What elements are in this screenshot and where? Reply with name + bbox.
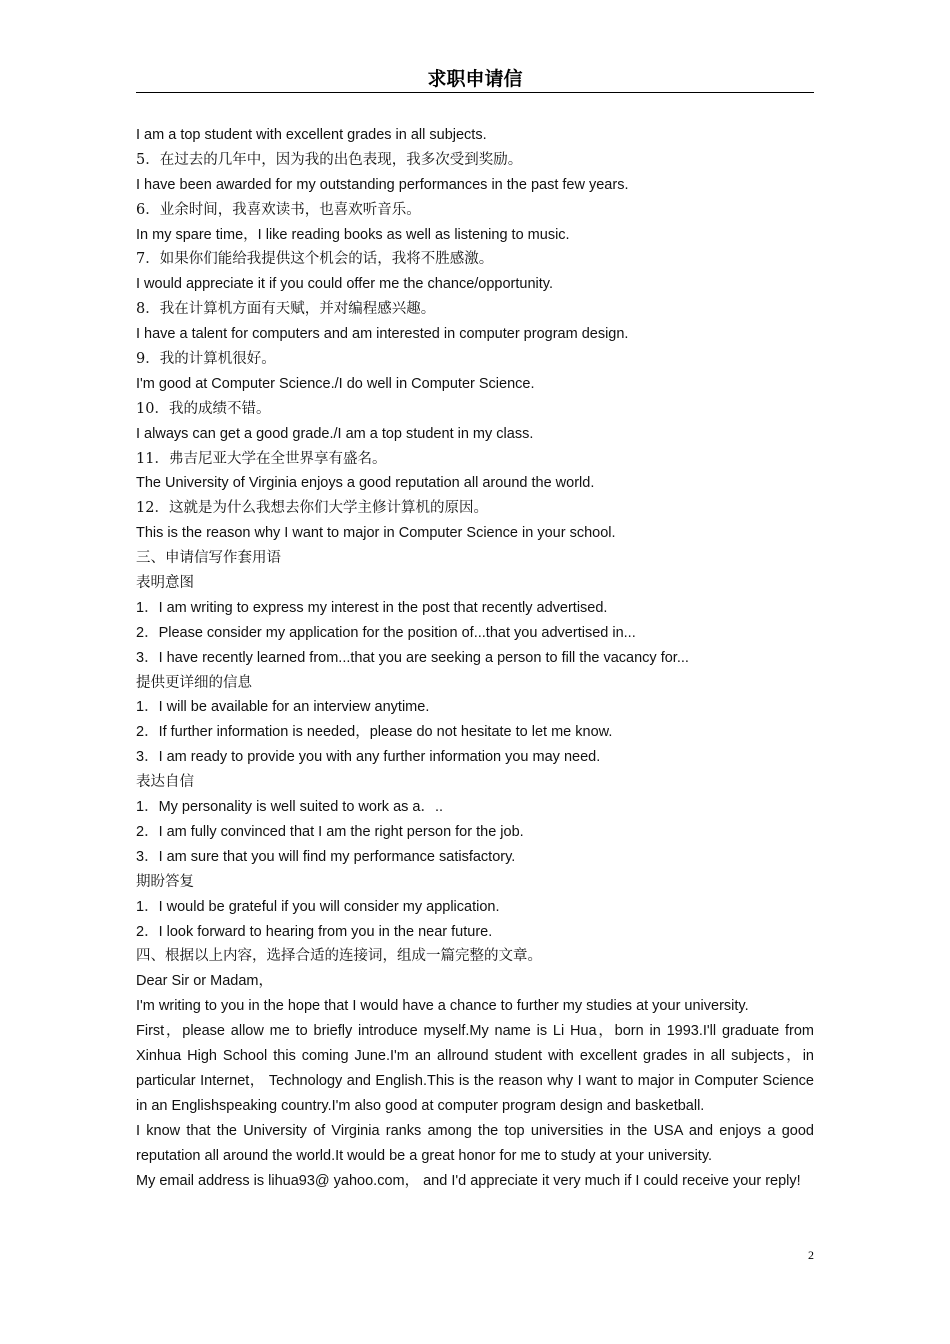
section-heading: 三、申请信写作套用语 [136, 550, 281, 567]
text-line: 7．如果你们能给我提供这个机会的话，我将不胜感激。 [136, 251, 494, 268]
letter-salutation: Dear Sir or Madam， [136, 973, 273, 990]
subsection-heading: 提供更详细的信息 [136, 674, 252, 691]
page-title: 求职申请信 [427, 68, 523, 90]
text-line: 1．I would be grateful if you will consider my application. [136, 898, 500, 915]
text-line: 2．If further information is needed，please do not hesitate to let me know. [136, 724, 613, 741]
text-line: 2．I am fully convinced that I am the right person for the job. [136, 823, 524, 840]
text-line: 6．业余时间，我喜欢读书，也喜欢听音乐。 [136, 201, 421, 218]
section-heading: 四、根据以上内容，选择合适的连接词，组成一篇完整的文章。 [136, 948, 542, 965]
text-line: I am a top student with excellent grades in all subjects. [136, 127, 487, 143]
text-line: This is the reason why I want to major in Computer Science in your school. [136, 525, 616, 542]
text-line: I have a talent for computers and am interested in computer program design. [136, 326, 629, 343]
text-line: 3．I have recently learned from...that you are seeking a person to fill the vacancy for... [136, 649, 689, 666]
text-line: I'm good at Computer Science./I do well in Computer Science. [136, 375, 535, 392]
letter-paragraph: First，please allow me to briefly introduce myself.My name is Li Hua，born in 1993.I'll graduate from Xinhua High School this coming June.I'm an allround student with excellent grades in all subjects，in particular Internet， Technology and English.This is the reason why I want to major in Computer Science in an Englishspeaking country.I'm also good at computer program design and basketball. [136, 1023, 814, 1114]
letter-opening: I'm writing to you in the hope that I would have a chance to further my studies at your university. [136, 998, 749, 1015]
text-line: 10．我的成绩不错。 [136, 400, 271, 417]
subsection-heading: 期盼答复 [136, 873, 194, 890]
text-line: 1．I am writing to express my interest in the post that recently advertised. [136, 599, 608, 616]
letter-paragraph: I know that the University of Virginia ranks among the top universities in the USA and enjoys a good reputation all around the world.It would be a great honor for me to study at your university. [136, 1122, 814, 1164]
text-line: I always can get a good grade./I am a top student in my class. [136, 425, 534, 442]
header-divider [136, 92, 814, 93]
text-line: 1．I will be available for an interview anytime. [136, 699, 430, 716]
text-line: 11．弗吉尼亚大学在全世界享有盛名。 [136, 450, 387, 467]
text-line: I have been awarded for my outstanding performances in the past few years. [136, 176, 629, 193]
page-number: 2 [808, 1248, 814, 1262]
text-line: 5．在过去的几年中，因为我的出色表现，我多次受到奖励。 [136, 151, 523, 168]
text-line: 12．这就是为什么我想去你们大学主修计算机的原因。 [136, 500, 488, 517]
text-line: 2．I look forward to hearing from you in the near future. [136, 923, 493, 940]
text-line: 3．I am ready to provide you with any further information you may need. [136, 749, 601, 766]
text-line: I would appreciate it if you could offer me the chance/opportunity. [136, 276, 553, 293]
subsection-heading: 表达自信 [136, 774, 194, 791]
subsection-heading: 表明意图 [136, 575, 194, 592]
letter-paragraph: My email address is lihua93@ yahoo.com， and I'd appreciate it very much if I could receive your reply! [136, 1172, 801, 1189]
text-line: In my spare time，I like reading books as well as listening to music. [136, 226, 570, 243]
text-line: 8．我在计算机方面有天赋，并对编程感兴趣。 [136, 301, 436, 318]
text-line: 1．My personality is well suited to work as a．.. [136, 799, 444, 816]
document-body [136, 123, 814, 1193]
text-line: 3．I am sure that you will find my performance satisfactory. [136, 848, 516, 865]
text-line: 9．我的计算机很好。 [136, 351, 276, 368]
text-line: The University of Virginia enjoys a good reputation all around the world. [136, 475, 595, 492]
text-line: 2．Please consider my application for the position of...that you advertised in... [136, 624, 636, 641]
